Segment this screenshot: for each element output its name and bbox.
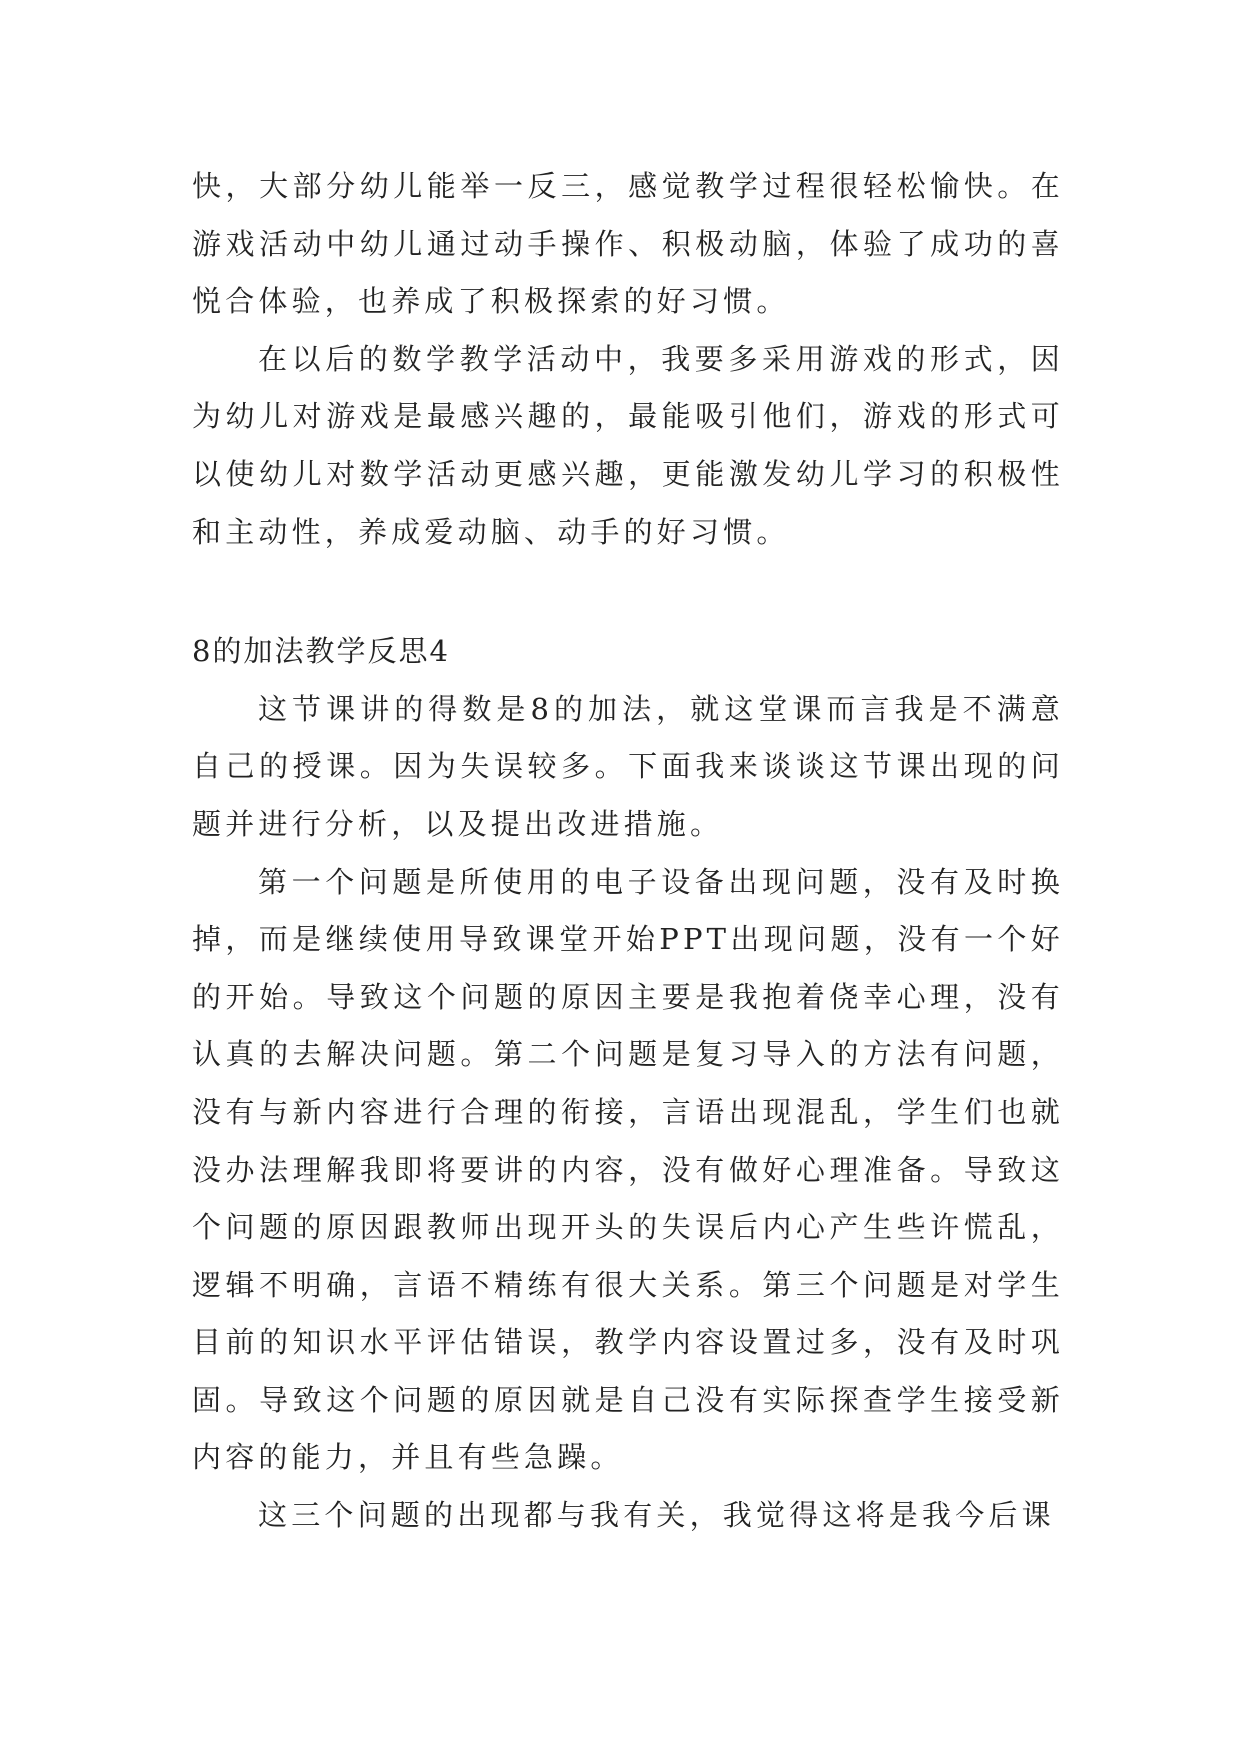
paragraph-continued: 快，大部分幼儿能举一反三，感觉教学过程很轻松愉快。在游戏活动中幼儿通过动手操作、积极动脑，体验了成功的喜悦合体验，也养成了积极探索的好习惯。 bbox=[192, 169, 1064, 319]
section-heading: 8的加法教学反思4 bbox=[192, 634, 450, 669]
paragraph-conclusion: 这三个问题的出现都与我有关，我觉得这将是我今后课 bbox=[258, 1498, 1055, 1533]
paragraph-intro: 这节课讲的得数是8的加法，就这堂课而言我是不满意自己的授课。因为失误较多。下面我来谈谈这节课出现的问题并进行分析，以及提出改进措施。 bbox=[192, 691, 1064, 841]
paragraph-future-plans: 在以后的数学教学活动中，我要多采用游戏的形式，因为幼儿对游戏是最感兴趣的，最能吸引他们，游戏的形式可以使幼儿对数学活动更感兴趣，更能激发幼儿学习的积极性和主动性，养成爱动脑、动手的好习惯。 bbox=[192, 341, 1064, 549]
paragraph-problems: 第一个问题是所使用的电子设备出现问题，没有及时换掉，而是继续使用导致课堂开始PPT出现问题，没有一个好的开始。导致这个问题的原因主要是我抱着侥幸心理，没有认真的去解决问题。第二个问题是复习导入的方法有问题，没有与新内容进行合理的衔接，言语出现混乱，学生们也就没办法理解我即将要讲的内容，没有做好心理准备。导致这个问题的原因跟教师出现开头的失误后内心产生些许慌乱，逻辑不明确，言语不精练有很大关系。第三个问题是对学生目前的知识水平评估错误，教学内容设置过多，没有及时巩固。导致这个问题的原因就是自己没有实际探查学生接受新内容的能力，并且有些急躁。 bbox=[192, 864, 1064, 1475]
document-body bbox=[192, 158, 1064, 1545]
